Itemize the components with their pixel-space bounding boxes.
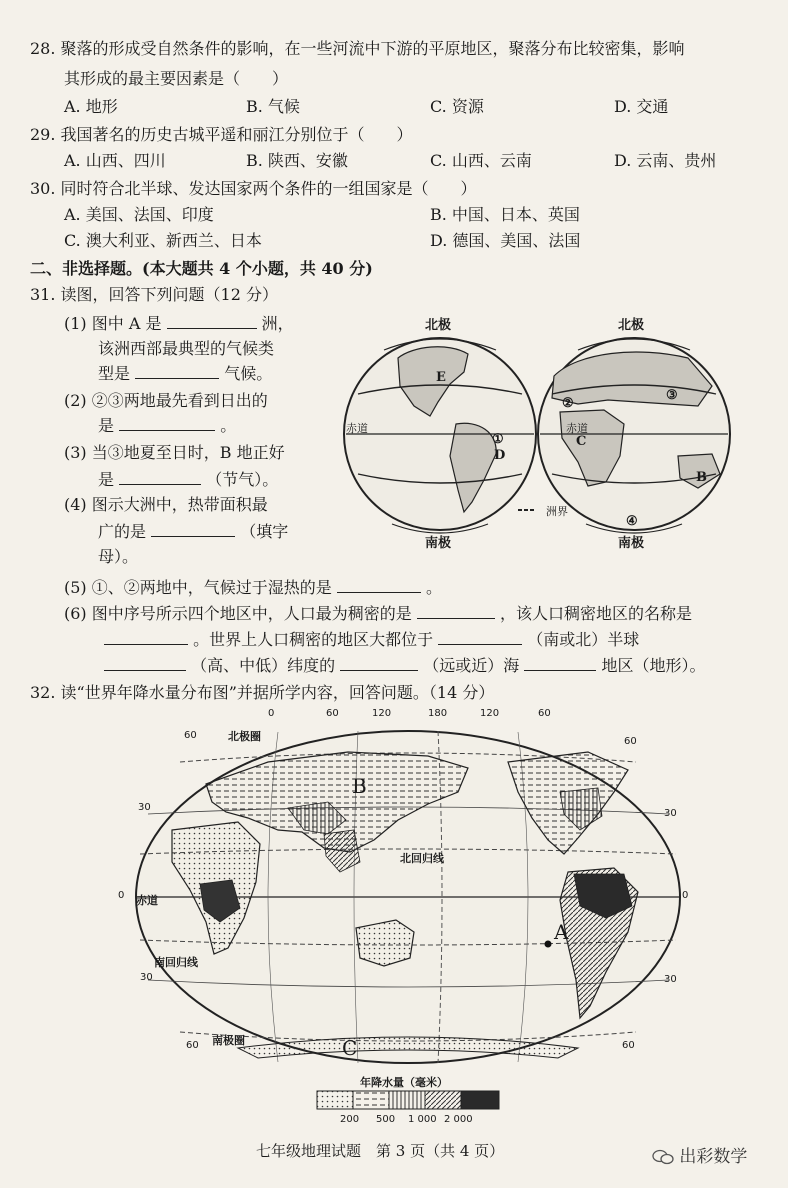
q28-stem-line1: 28. 聚落的形成受自然条件的影响，在一些河流中下游的平原地区，聚落分布比较密集，影响 <box>30 39 685 58</box>
q31-part6-line2: 。世界上人口稠密的地区大都位于 （南或北）半球 <box>104 628 639 651</box>
australia-region <box>356 920 414 966</box>
q31-answer-blank-3[interactable] <box>119 414 215 431</box>
lat-tick-right-60n: 60 <box>624 736 637 747</box>
point-b-label: B <box>352 774 367 798</box>
section-2-heading: 二、非选择题。(本大题共 4 个小题，共 40 分) <box>30 259 373 278</box>
legend-tick-500: 500 <box>376 1114 396 1125</box>
map1-label-1: ① <box>492 432 504 447</box>
q29-option-a: A. 山西、四川 <box>64 151 166 170</box>
q31-part1-line1: (1) 图中 A 是 洲， <box>64 314 294 333</box>
q31-part1-line2: 该洲西部最典型的气候类 <box>98 339 275 358</box>
tropic-capricorn-label: 南回归线 <box>154 956 198 969</box>
map1-label-c: C <box>576 434 587 449</box>
point-a-dot <box>545 941 552 948</box>
lon-tick-180: 180 <box>428 708 448 719</box>
lat-tick-right-60s: 60 <box>622 1040 635 1051</box>
legend-tick-1000: 1 000 <box>408 1114 437 1125</box>
map1-label-4: ④ <box>626 514 638 529</box>
q31-answer-blank-7[interactable] <box>417 602 495 619</box>
legend-tick-2000: 2 000 <box>444 1114 473 1125</box>
lon-tick-0: 0 <box>268 708 275 719</box>
lat-tick-right-30s: 30 <box>664 974 677 985</box>
q32-title: 32. 读“世界年降水量分布图”并据所学内容，回答问题。（14 分） <box>30 683 495 702</box>
lon-tick-60w: 60 <box>538 708 551 719</box>
q31-part3-line1: (3) 当③地夏至日时，B 地正好 <box>64 443 285 462</box>
q30-stem: 30. 同时符合北半球、发达国家两个条件的一组国家是（ ） <box>30 179 477 198</box>
q31-answer-blank-9[interactable] <box>438 628 522 645</box>
q29-option-c: C. 山西、云南 <box>430 151 532 170</box>
q29-option-b: B. 陕西、安徽 <box>246 151 348 170</box>
q31-title: 31. 读图，回答下列问题（12 分） <box>30 285 278 304</box>
q30-option-a: A. 美国、法国、印度 <box>64 205 214 224</box>
map1-label-3: ③ <box>666 388 678 403</box>
q28-option-a: A. 地形 <box>64 97 118 116</box>
q31-answer-blank-11[interactable] <box>340 654 418 671</box>
map1-south-pole-east: 南极 <box>618 536 645 551</box>
map1-north-pole-east: 北极 <box>618 318 645 333</box>
precip-legend-title: 年降水量（毫米） <box>360 1076 448 1089</box>
page-footer: 七年级地理试题 第 3 页（共 4 页） <box>256 1142 505 1160</box>
map1-equator-label: 赤道 <box>346 422 368 435</box>
q28-stem-line2: 其形成的最主要因素是（ ） <box>64 69 289 88</box>
point-c-label: C <box>342 1036 358 1060</box>
q29-option-d: D. 云南、贵州 <box>614 151 717 170</box>
point-a-label: A <box>554 920 569 944</box>
q28-option-d: D. 交通 <box>614 97 669 116</box>
q31-part4-line3: 母）。 <box>98 547 139 566</box>
q30-option-c: C. 澳大利亚、新西兰、日本 <box>64 231 262 250</box>
hemisphere-map <box>338 306 748 558</box>
q31-part2-line1: (2) ②③两地最先看到日出的 <box>64 391 268 410</box>
q31-part4-line1: (4) 图示大洲中，热带面积最 <box>64 495 268 514</box>
map1-boundary-legend: 洲界 <box>546 505 568 518</box>
q31-part5: (5) ①、②两地中，气候过于湿热的是 。 <box>64 578 442 597</box>
equator-label: 赤道 <box>136 894 158 907</box>
world-precipitation-map <box>128 722 688 1072</box>
q31-part6-line3: （高、中低）纬度的 （远或近）海 地区（地形）。 <box>104 654 706 677</box>
watermark: 出彩数学 <box>652 1142 747 1167</box>
lat-tick-left-60s: 60 <box>186 1040 199 1051</box>
q30-option-d: D. 德国、美国、法国 <box>430 231 581 250</box>
lat-tick-right-0: 0 <box>682 890 689 901</box>
tropic-cancer-label: 北回归线 <box>400 852 444 865</box>
q31-answer-blank-12[interactable] <box>524 654 596 671</box>
q31-part3-line2: 是 （节气）。 <box>98 470 279 489</box>
map1-south-pole-west: 南极 <box>425 536 452 551</box>
map1-label-2: ② <box>562 396 574 411</box>
map1-label-d: D <box>494 448 506 463</box>
lat-tick-left-30n: 30 <box>138 802 151 813</box>
q28-option-b: B. 气候 <box>246 97 300 116</box>
map1-equator-label-east: 赤道 <box>566 422 588 435</box>
q31-answer-blank-2[interactable] <box>135 362 219 379</box>
q29-stem: 29. 我国著名的历史古城平遥和丽江分别位于（ ） <box>30 125 413 144</box>
arctic-circle-label: 北极圈 <box>228 730 261 743</box>
q31-part2-line2: 是 。 <box>98 416 237 435</box>
lat-tick-right-30n: 30 <box>664 808 677 819</box>
precip-legend-bar <box>316 1090 502 1110</box>
lat-tick-left-30s: 30 <box>140 972 153 983</box>
lon-tick-120w: 120 <box>480 708 500 719</box>
antarctic-circle-label: 南极圈 <box>212 1034 245 1047</box>
q28-option-c: C. 资源 <box>430 97 484 116</box>
map1-label-e: E <box>436 370 446 385</box>
wechat-icon <box>652 1149 674 1165</box>
q31-part1-line3: 型是 气候。 <box>98 364 273 383</box>
lat-tick-left-60n: 60 <box>184 730 197 741</box>
lon-tick-60: 60 <box>326 708 339 719</box>
q31-part6-line1: (6) 图中序号所示四个地区中，人口最为稠密的是 ，该人口稠密地区的名称是 <box>64 604 692 623</box>
map1-north-pole-west: 北极 <box>425 318 452 333</box>
q31-answer-blank-1[interactable] <box>167 312 257 329</box>
q31-answer-blank-6[interactable] <box>337 576 421 593</box>
q30-option-b: B. 中国、日本、英国 <box>430 205 580 224</box>
q31-answer-blank-5[interactable] <box>151 520 235 537</box>
q31-answer-blank-4[interactable] <box>119 468 201 485</box>
lon-tick-120: 120 <box>372 708 392 719</box>
q31-answer-blank-10[interactable] <box>104 654 186 671</box>
legend-tick-200: 200 <box>340 1114 360 1125</box>
lat-tick-left-0: 0 <box>118 890 125 901</box>
q31-part4-line2: 广的是 （填字 <box>98 522 289 541</box>
map1-label-b: B <box>696 470 707 485</box>
q31-answer-blank-8[interactable] <box>104 628 188 645</box>
